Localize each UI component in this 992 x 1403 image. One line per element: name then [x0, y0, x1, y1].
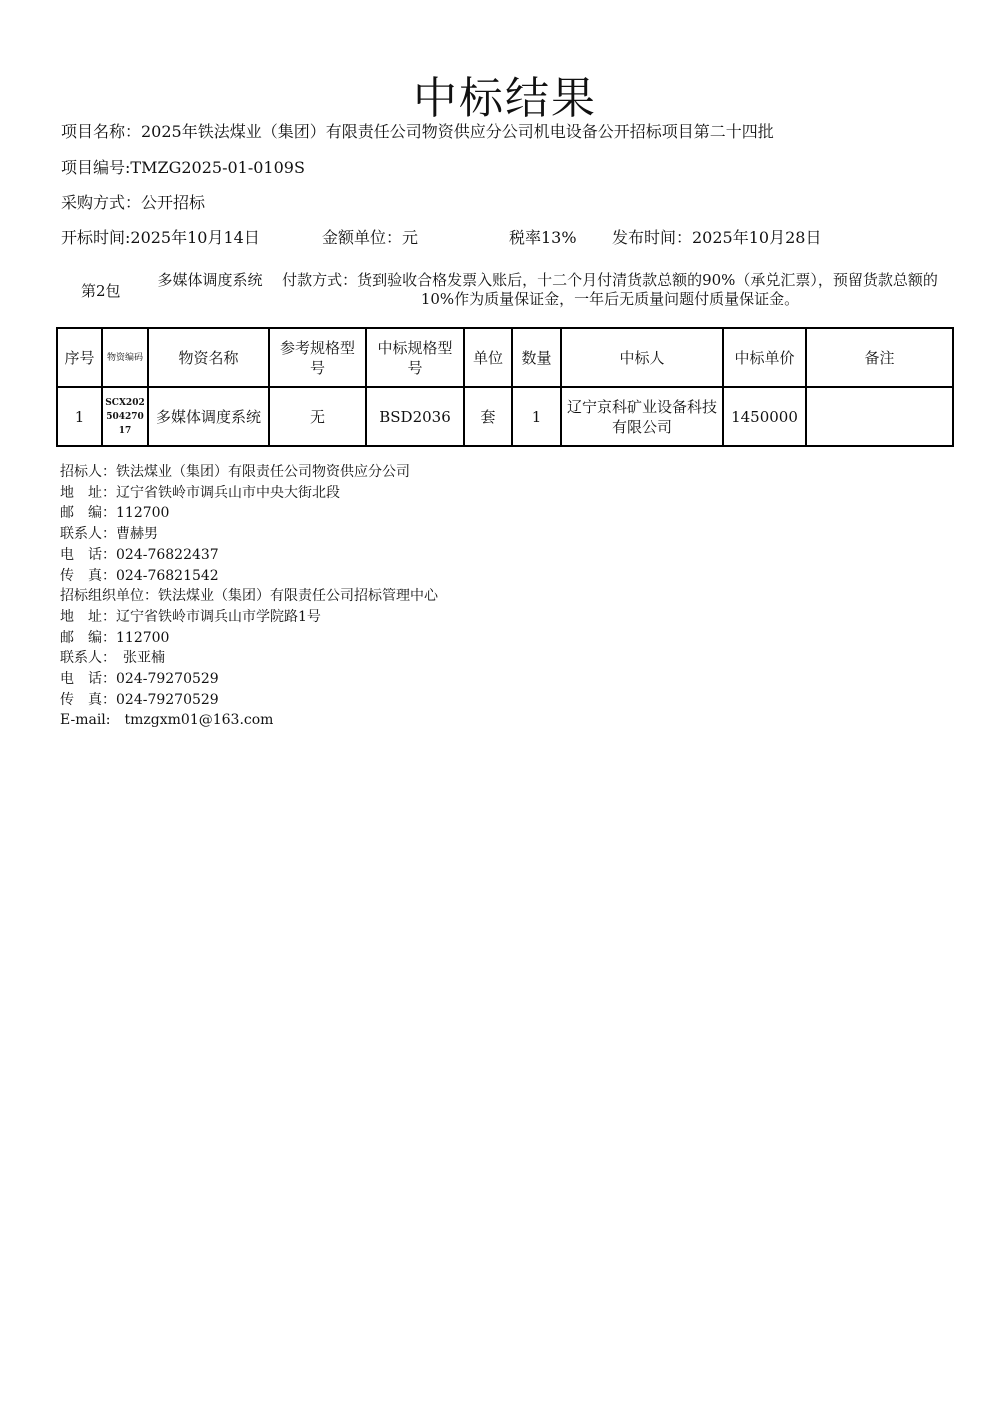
- agency-name: 招标组织单位：铁法煤业（集团）有限责任公司招标管理中心: [60, 588, 438, 605]
- agency-postcode: 邮 编：112700: [60, 629, 170, 646]
- page-title: 中标结果: [413, 73, 597, 124]
- header-code: 物资编码: [102, 328, 148, 387]
- header-unit: 单位: [464, 328, 512, 387]
- project-name: 项目名称：2025年铁法煤业（集团）有限责任公司物资供应分公司机电设备公开招标项目第二十四批: [61, 122, 774, 141]
- cell-bid-spec: BSD2036: [366, 387, 464, 446]
- cell-winner: 辽宁京科矿业设备科技有限公司: [561, 387, 723, 446]
- cell-code: SCX20250427017: [102, 387, 148, 446]
- agency-fax: 传 真：024-79270529: [60, 691, 219, 708]
- tenderer-phone: 电 话：024-76822437: [60, 546, 219, 563]
- header-bid-spec: 中标规格型号: [366, 328, 464, 387]
- procurement-method: 采购方式：公开招标: [61, 193, 206, 212]
- tenderer-fax: 传 真：024-76821542: [60, 567, 219, 584]
- header-ref-spec: 参考规格型号: [269, 328, 366, 387]
- agency-email[interactable]: E-mail: tmzgxm01@163.com: [60, 712, 274, 729]
- table-row: [57, 387, 953, 446]
- award-table: [56, 327, 954, 447]
- header-index: 序号: [57, 328, 102, 387]
- agency-phone: 电 话：024-79270529: [60, 671, 219, 688]
- header-winner: 中标人: [561, 328, 723, 387]
- header-qty: 数量: [512, 328, 561, 387]
- publish-time: 发布时间：2025年10月28日: [612, 228, 822, 247]
- header-remark: 备注: [806, 328, 953, 387]
- cell-remark: [806, 387, 953, 446]
- tenderer-address: 地 址：辽宁省铁岭市调兵山市中央大街北段: [60, 484, 340, 501]
- package-name: 多媒体调度系统: [157, 271, 263, 289]
- tax-rate: 税率13%: [509, 228, 577, 247]
- cell-qty: 1: [512, 387, 561, 446]
- cell-name: 多媒体调度系统: [148, 387, 269, 446]
- header-price: 中标单价: [723, 328, 806, 387]
- cell-unit: 套: [464, 387, 512, 446]
- tenderer-contact: 联系人：曹赫男: [60, 526, 158, 543]
- open-time: 开标时间:2025年10月14日: [61, 228, 260, 247]
- cell-price: 1450000: [723, 387, 806, 446]
- contact-info: [60, 462, 438, 731]
- agency-address: 地 址：辽宁省铁岭市调兵山市学院路1号: [60, 608, 321, 625]
- table-header-row: [57, 328, 953, 387]
- currency-unit: 金额单位：元: [322, 228, 419, 247]
- tenderer-postcode: 邮 编：112700: [60, 505, 170, 522]
- agency-contact: 联系人： 张亚楠: [60, 650, 165, 667]
- cell-ref-spec: 无: [269, 387, 366, 446]
- payment-terms: 付款方式：货到验收合格发票入账后，十二个月付清货款总额的90%（承兑汇票），预留货款总额的10%作为质量保证金，一年后无质量问题付质量保证金。: [282, 271, 938, 308]
- project-code: 项目编号:TMZG2025-01-0109S: [61, 158, 305, 177]
- package-number: 第2包: [81, 282, 121, 300]
- tenderer-name: 招标人：铁法煤业（集团）有限责任公司物资供应分公司: [60, 464, 410, 480]
- header-name: 物资名称: [148, 328, 269, 387]
- cell-index: 1: [57, 387, 102, 446]
